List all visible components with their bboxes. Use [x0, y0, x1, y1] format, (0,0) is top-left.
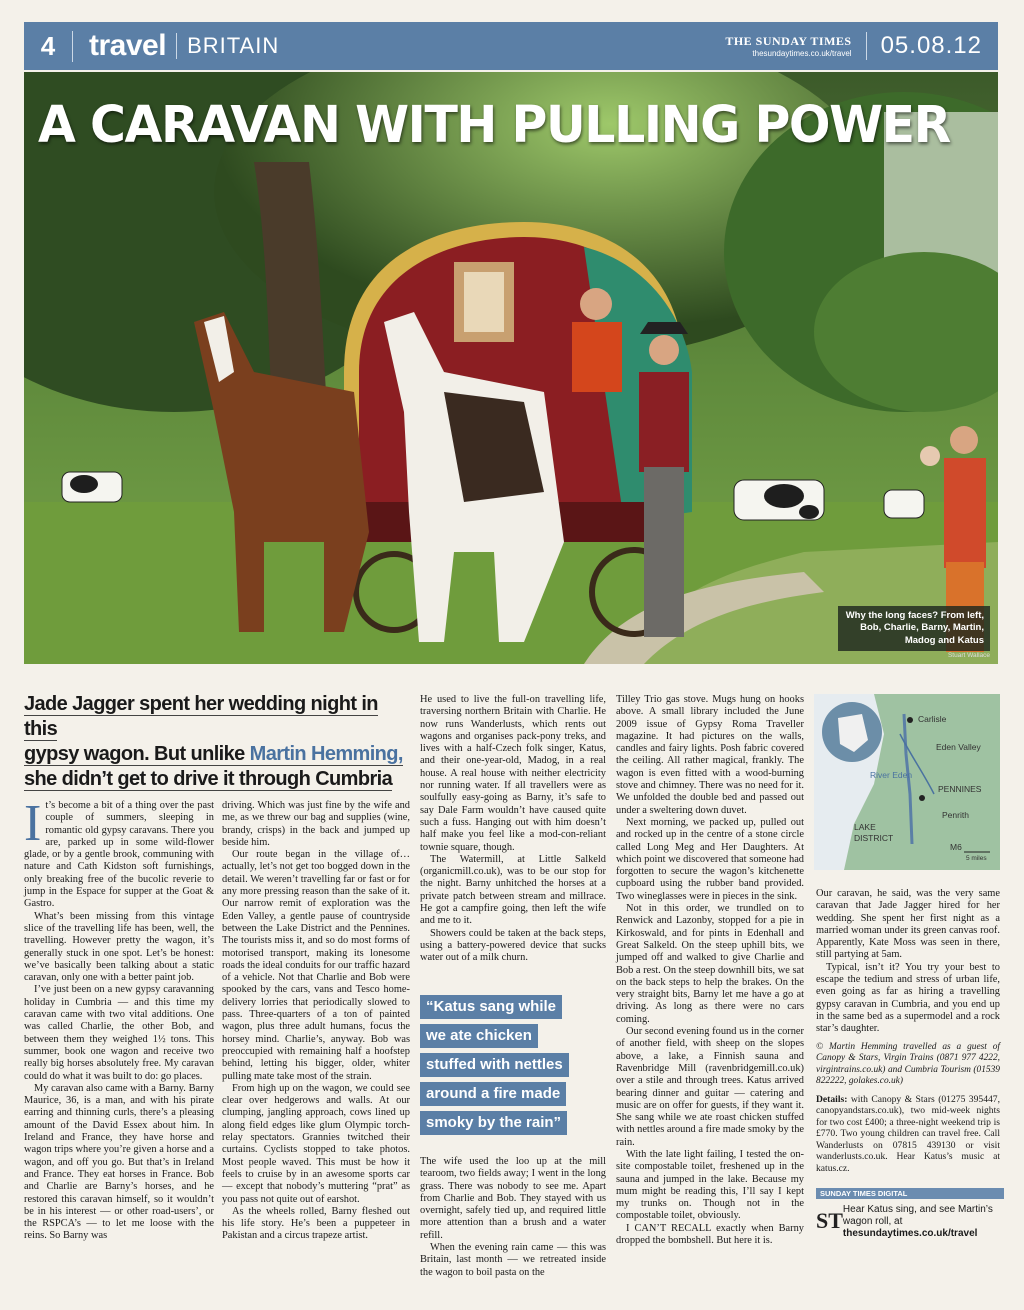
- paragraph: t’s become a bit of a thing over the past couple of summers, sleeping in romantic old gypsy caravans. There you are, parked up in some wild-flower glade, or by a gentle brook, communing with nature and Cath Kidston soft furnishings, only breaking free of the bucolic reverie to jump in the Espace for supper at the Goat & Gastro.: [24, 800, 214, 910]
- travel-credit-note: © Martin Hemming travelled as a guest of Canopy & Stars, Virgin Trains (0871 977 4222, virgintrains.co.uk) and Cumbria Tourism (01539 822222, golakes.co.uk): [816, 1041, 1000, 1087]
- map-label-eden-valley: Eden Valley: [936, 742, 981, 752]
- article-column-2: [222, 800, 410, 1243]
- subsection-name: BRITAIN: [176, 33, 279, 59]
- drop-cap: I: [24, 795, 42, 852]
- pull-quote-line: “Katus sang while: [420, 995, 562, 1019]
- paragraph: Tilley Trio gas stove. Mugs hung on hooks above. A small library included the June 2009 issue of Gypsy Roma Traveller magazine. It had pictures on the walls, candles and fairy lights. Posh fabric covered the ceiling. All rather magical, frankly. The wagon is even fitted with a wood-burning stove and chimney. There was no need for it. We unfolded the double bed and passed out under a sweltering down duvet.: [616, 694, 804, 816]
- paragraph: When the evening rain came — this was Britain, last month — we retreated inside the wagon to boil pasta on the: [420, 1242, 606, 1278]
- digital-banner: SUNDAY TIMES DIGITAL: [816, 1188, 1004, 1199]
- article-column-5: [816, 888, 1000, 1174]
- paragraph: The Watermill, at Little Salkeld (organicmill.co.uk), was to be our stop for the night. Barny unhitched the horses at a private patch between stream and millrace. He got a campfire going, then left the wife and me to it.: [420, 853, 606, 927]
- map-scale: 5 miles: [966, 855, 987, 862]
- photo-credit: Stuart Wallace: [947, 652, 990, 659]
- headline: A CARAVAN WITH PULLING POWER: [38, 96, 950, 155]
- section-name: travel: [89, 29, 167, 62]
- locator-map: [814, 694, 1000, 870]
- paragraph: Typical, isn’t it? You try your best to escape the tedium and stress of urban life, even going as far as hiring a travelling gypsy caravan in Cumbria, and you end up in the same bed as a supermodel and a rock star’s daughter.: [816, 961, 1000, 1035]
- map-label-carlisle: Carlisle: [918, 714, 947, 724]
- pull-quote: [420, 995, 602, 1140]
- details-text: with Canopy & Stars (01275 395447, canopyandstars.co.uk), two mid-week nights for two cost £400; a three-night weekend trip is £770. Two young children can travel free. Call Wanderlusts on 07815 439130 or visit wanderlusts.co.uk. Hear Katus’s music at katus.cz.: [816, 1093, 1000, 1174]
- standfirst-line-3: she didn’t get to drive it through Cumbria: [24, 768, 393, 790]
- map-label-pennines: PENNINES: [938, 784, 982, 794]
- details-label: Details:: [816, 1093, 848, 1105]
- pull-quote-line: stuffed with nettles: [420, 1053, 569, 1077]
- paper-name: THE SUNDAY TIMES: [725, 34, 852, 48]
- paper-branding: [725, 34, 865, 58]
- paragraph: From high up on the wagon, we could see clear over hedgerows and walls. At our clumping, jangling approach, cows lined up along field edges like glum Olympic torch-relay spectators. Grannies twitched their curtains. Cyclists stopped to take photos. Most people waved. This must be how it feels to cruise by in an awesome sports car — except that nobody’s muttering “prat” as you pass not quite out of earshot.: [222, 1082, 410, 1205]
- digital-promo-text: [843, 1204, 1002, 1240]
- article-column-3b: [420, 1156, 606, 1279]
- author-name: Martin Hemming,: [249, 743, 403, 765]
- paragraph: Next morning, we packed up, pulled out and rocked up in the centre of a stone circle called Long Meg and Her Daughters. At which point we discovered that someone had forgotten to secure the wagon’s kitchenette cupboard using the rubber band provided. Two wineglasses were in pieces in the sink.: [616, 816, 804, 902]
- paragraph: I’ve just been on a new gypsy caravanning holiday in Cumbria — and this time my caravan came with two vital additions. One was called Charlie, the other Bob, and between them they weighed 1½ tons. This summer, book one wagon and receive two really big horses absolutely free. My caravan could do what it was built to do: go places.: [24, 984, 214, 1082]
- paragraph: As the wheels rolled, Barny fleshed out his life story. He’s been a puppeteer in Pakistan and a circus trapeze artist.: [222, 1205, 410, 1242]
- digital-text: Hear Katus sing, and see Martin’s wagon roll, at: [842, 1204, 993, 1227]
- issue-date: 05.08.12: [866, 32, 998, 60]
- pull-quote-line: we ate chicken: [420, 1024, 538, 1048]
- masthead-bar: [24, 22, 998, 70]
- pull-quote-line: around a fire made: [420, 1082, 566, 1106]
- map-label-river-eden: River Eden: [870, 770, 913, 780]
- paragraph: I CAN’T RECALL exactly when Barny dropped the bombshell. But here it is.: [616, 1222, 804, 1247]
- paragraph: He used to live the full-on travelling life, traversing northern Britain with Charlie. He now runs Wanderlusts, which rents out wagons and organises pack-pony treks, and lives with a half-Czech folk singer, Katus, and their one-year-old, Madog, in a real house. A real house with neither electricity nor running water. If all travellers were as soulfully easy-going as Barny, it’s safe to say Dale Farm wouldn’t have caused quite such a fuss. Hanging out with him doesn’t half make you feel like a mod-con-reliant townie square, though.: [420, 694, 606, 853]
- paragraph: Not in this order, we trundled on to Renwick and Lazonby, stopped for a pie in Kirkoswald, and for pints in Edenhall and Great Salkeld. On the steep uphill bits, we jumped off and walked to give Charlie and Bob a rest. On the steep downhill bits, we sat on the back steps to help the brakes. On the very straight bits, Barny let me have a go at driving. As long as there were no cars coming.: [616, 903, 804, 1025]
- map-graphic: [814, 694, 1000, 870]
- hero-photo: [24, 72, 998, 664]
- paragraph: What’s been missing from this vintage slice of the travelling life has been, well, the travelling. However pretty the wagon, it’s generally stuck in one spot. Let’s be honest: we’ve basically been talking about a static caravan, only one with a better paint job.: [24, 910, 214, 984]
- paragraph: Showers could be taken at the back steps, using a battery-powered device that sucks water out of a milk churn.: [420, 927, 606, 964]
- paragraph: My caravan also came with a Barny. Barny Maurice, 36, is a man, and with his pirate earring and thinning curls, there’s a pleasing amount of the David Essex about him. In Ireland and France, they have horse and wagon trips where you’re given a horse and a wagon, and off you go. But that’s in Ireland and France. They eat horses in France. Bob and Charlie are Barny’s horses, and he restored this caravan himself, so it wouldn’t be in his interest — or other road-users’, or the RSPCA’s — to let me loose with the reins. So Barny was: [24, 1082, 214, 1242]
- paragraph: With the late light failing, I tested the on-site compostable toilet, freshened up in the sauna and jumped in the lake. Because my mum might be reading this, I’ll say I kept my trunks on. Though not in the compostable toilet, obviously.: [616, 1148, 804, 1222]
- paragraph: Our second evening found us in the corner of another field, with sheep on the slopes above, a lake, a Finnish sauna and Ravenbridge Mill (ravenbridgemill.co.uk) over a stile and through trees. Katus arrived bearing dinner and guitar — catering and music are on offer for guests, if they want it. She sang while we ate roast chicken stuffed with nettles around a fire made smoky by the rain.: [616, 1026, 804, 1148]
- digital-url-link[interactable]: thesundaytimes.co.uk/travel: [842, 1228, 978, 1239]
- standfirst-line-1: Jade Jagger spent her wedding night in this: [24, 693, 378, 740]
- map-label-district: DISTRICT: [854, 833, 894, 843]
- digital-promo: [816, 1204, 1002, 1240]
- map-label-lake: LAKE: [854, 822, 876, 832]
- paper-url: thesundaytimes.co.uk/travel: [752, 49, 852, 58]
- article-column-4: [616, 694, 804, 1247]
- article-column-1: [24, 795, 214, 1243]
- standfirst-line-2: gypsy wagon. But unlike: [24, 743, 250, 765]
- masthead-right: [725, 32, 998, 60]
- map-label-penrith: Penrith: [942, 810, 969, 820]
- page-number: 4: [24, 31, 73, 62]
- map-label-m6: M6: [950, 842, 962, 852]
- photo-caption: Why the long faces? From left, Bob, Charlie, Barny, Martin, Madog and Katus: [838, 606, 990, 651]
- paragraph: Our caravan, he said, was the very same caravan that Jade Jagger hired for her wedding. She spent her first night as a married woman under its green canvas roof. Apparently, Kate Moss was seen in there, still partying at 5am.: [816, 888, 1000, 961]
- article-column-3a: [420, 694, 606, 965]
- paragraph: The wife used the loo up at the mill tearoom, two fields away; I went in the long grass. There was nobody to see me. Apart from Charlie and Bob. They stayed with us overnight, safely tied up, and required little more attention than a brush and a water refill.: [420, 1156, 606, 1241]
- standfirst: [24, 692, 404, 792]
- paragraph: driving. Which was just fine by the wife and me, as we threw our bag and supplies (wine, brandy, crisps) in the back and jumped up beside him.: [222, 800, 410, 848]
- st-logo-icon: ST: [816, 1208, 843, 1233]
- paragraph: Our route began in the village of… actually, let’s not get too bogged down in the detail. We weren’t travelling far or fast or for any more pressing reason than the sake of it. Our narrow remit of exploration was the Eden Valley, a gentle pause of countryside between the Lake District and the Pennines. The tourists miss it, and so do most forms of motorised transport, making its lonesome roads the ideal conduits for our traffic hazard of a vehicle. Not that Charlie and Bob were spooked by the cars, vans and Tesco home-delivery lorries that periodically slowed to pass. Three-quarters of a ton of painted wagon, plus three adult humans, focus the horsey mind. Charlie’s, anyway. Bob was preoccupied with remaining half a hoofstep behind, letting his bigger, older, whiter pulling mate take most of the strain.: [222, 849, 410, 1082]
- pull-quote-line: smoky by the rain”: [420, 1111, 567, 1135]
